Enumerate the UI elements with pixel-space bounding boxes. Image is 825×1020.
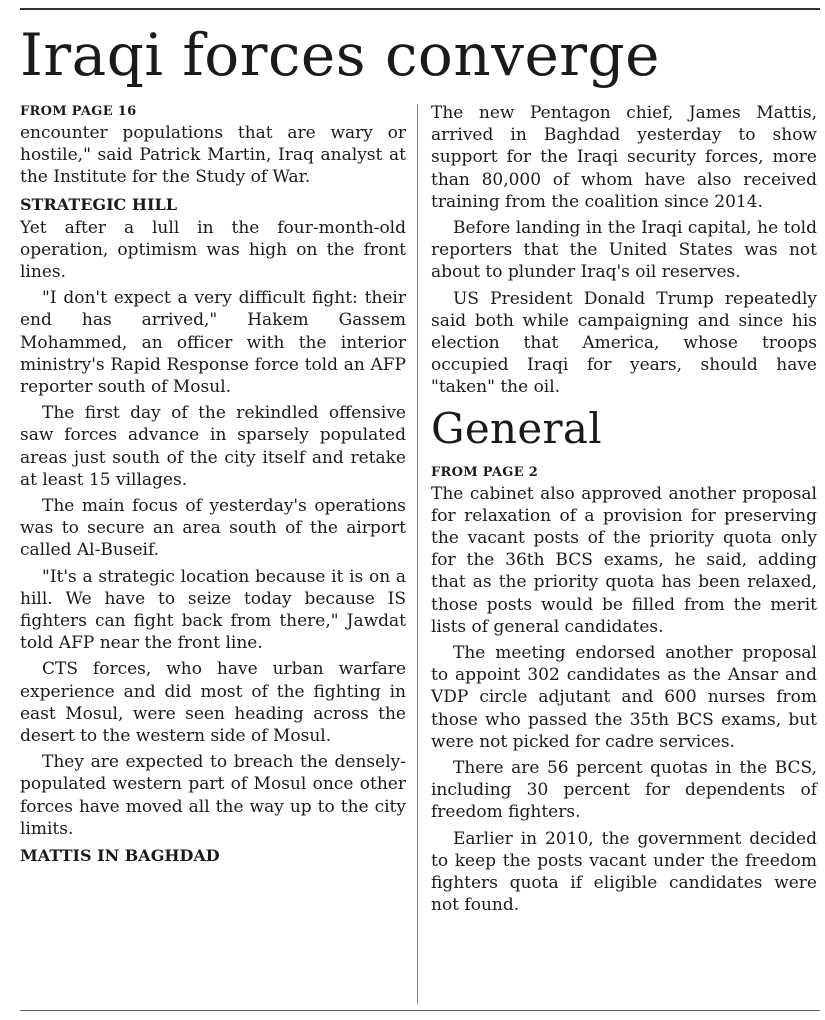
paragraph: Earlier in 2010, the government decided to keep the posts vacant under the freedom fighters quota if eligible candidates were not found.: [431, 828, 817, 916]
continued-from-kicker: FROM PAGE 16: [20, 104, 137, 119]
column-divider: [417, 104, 418, 1004]
paragraph: They are expected to breach the densely-populated western part of Mosul once other forces have moved all the way up to the city limits.: [20, 752, 406, 839]
top-rule: [20, 8, 820, 10]
subhead-mattis-in-baghdad: MATTIS IN BAGHDAD: [20, 846, 220, 866]
paragraph: Before landing in the Iraqi capital, he told reporters that the United States was not about to plunder Iraq's oil reserves.: [431, 218, 817, 283]
left-column: [20, 102, 406, 868]
bottom-rule: [20, 1010, 820, 1011]
subhead-strategic-hill: STRATEGIC HILL: [20, 194, 177, 214]
continued-from-kicker: FROM PAGE 2: [431, 464, 539, 480]
right-column: [431, 102, 817, 921]
paragraph: There are 56 percent quotas in the BCS, including 30 percent for dependents of freedom fighters.: [431, 758, 817, 823]
paragraph: The new Pentagon chief, James Mattis, arrived in Baghdad yesterday to show support for the Iraqi security forces, more than 80,000 of whom have also received training from the coalition since 2014.: [431, 103, 817, 212]
paragraph: The meeting endorsed another proposal to appoint 302 candidates as the Ansar and VDP circle adjutant and 600 nurses from those who passed the 35th BCS exams, but were not picked for cadre services.: [431, 643, 817, 752]
paragraph: encounter populations that are wary or hostile," said Patrick Martin, Iraq analyst at the Institute for the Study of War.: [20, 123, 406, 188]
paragraph: "It's a strategic location because it is on a hill. We have to seize today because IS fighters can fight back from there," Jawdat told AFP near the front line.: [20, 566, 406, 654]
paragraph: The main focus of yesterday's operations was to secure an area south of the airport called Al-Buseif.: [20, 496, 406, 561]
paragraph: The first day of the rekindled offensive saw forces advance in sparsely populated areas just south of the city itself and retake at least 15 villages.: [20, 403, 406, 490]
paragraph: The cabinet also approved another proposal for relaxation of a provision for preserving the vacant posts of the priority quota only for the 36th BCS exams, he said, adding that as the priority quota has been relaxed, those posts would be filled from the merit lists of general candidates.: [431, 483, 817, 637]
paragraph: "I don't expect a very difficult fight: their end has arrived," Hakem Gassem Mohammed, an officer with the interior ministry's Rapid Response force told an AFP reporter south of Mosul.: [20, 288, 406, 398]
headline: Iraqi forces converge: [20, 21, 660, 89]
paragraph: US President Donald Trump repeatedly said both while campaigning and since his election that America, whose troops occupied Iraqi for years, should have "taken" the oil.: [431, 288, 817, 398]
section-title-general: General: [431, 403, 602, 453]
paragraph: CTS forces, who have urban warfare experience and did most of the fighting in east Mosul, were seen heading across the desert to the western side of Mosul.: [20, 659, 406, 747]
paragraph: Yet after a lull in the four-month-old operation, optimism was high on the front lines.: [20, 217, 406, 283]
